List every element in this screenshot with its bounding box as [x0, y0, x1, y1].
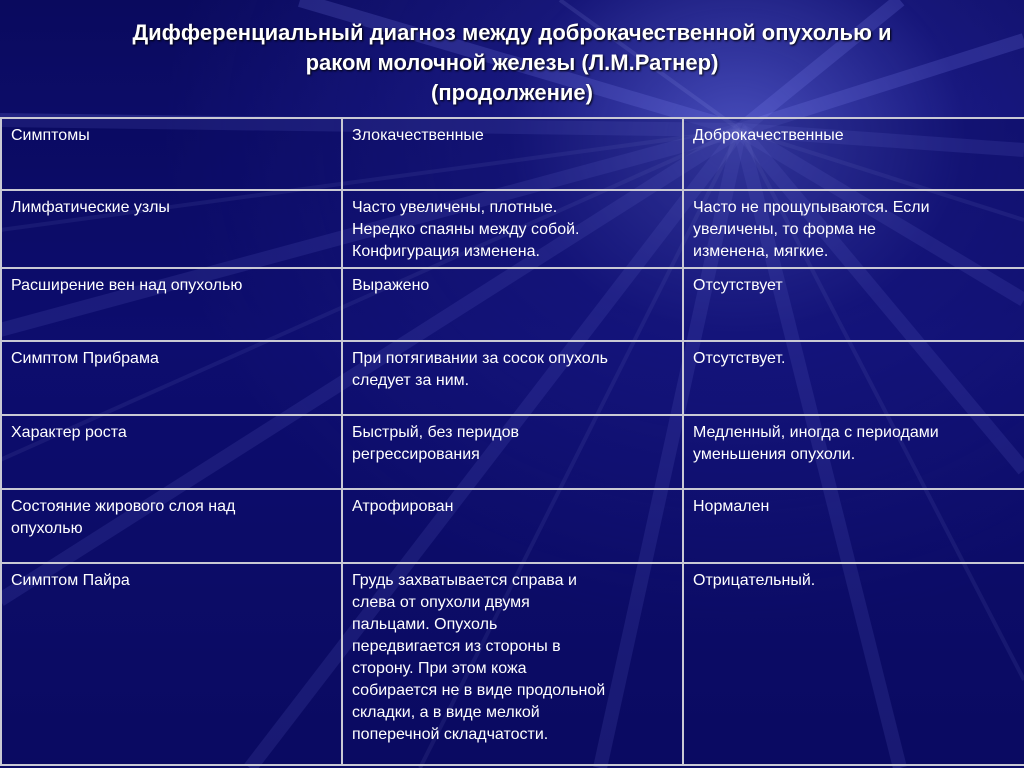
table-row [1, 190, 1024, 268]
cell-line: собирается не в виде продольной [352, 682, 606, 699]
benign-cell [683, 563, 1024, 765]
benign-cell [683, 415, 1024, 489]
cell-line: изменена, мягкие. [693, 243, 829, 260]
table-row [1, 268, 1024, 341]
malignant-cell [342, 415, 683, 489]
cell-line: Отсутствует. [693, 350, 786, 367]
table-header-row [1, 118, 1024, 190]
benign-cell [683, 341, 1024, 415]
cell-line: регрессирования [352, 446, 480, 463]
table-row [1, 415, 1024, 489]
cell-line: Отрицательный. [693, 572, 816, 589]
cell-line: Нередко спаяны между собой. [352, 221, 580, 238]
cell-line: уменьшения опухоли. [693, 446, 856, 463]
header-cell-benign: Доброкачественные [683, 118, 1024, 190]
cell-line: Быстрый, без перидов [352, 424, 519, 441]
cell-line: опухолью [11, 520, 83, 537]
malignant-cell [342, 190, 683, 268]
slide-title-line-1: Дифференциальный диагноз между доброкачественной опухолью и [132, 20, 892, 45]
cell-line: Конфигурация изменена. [352, 243, 540, 260]
table-row [1, 489, 1024, 563]
slide-title [40, 18, 984, 108]
symptom-cell: Расширение вен над опухолью [1, 268, 342, 341]
cell-line: При потягивании за сосок опухоль [352, 350, 609, 367]
cell-line: сторону. При этом кожа [352, 660, 527, 677]
cell-line: передвигается из стороны в [352, 638, 561, 655]
cell-line: Грудь захватывается справа и [352, 572, 577, 589]
symptom-cell: Симптом Пайра [1, 563, 342, 765]
benign-cell [683, 268, 1024, 341]
cell-line: следует за ним. [352, 372, 470, 389]
symptom-cell: Лимфатические узлы [1, 190, 342, 268]
differential-diagnosis-table [0, 117, 1024, 766]
slide-title-line-3: (продолжение) [431, 80, 593, 105]
cell-line: поперечной складчатости. [352, 726, 549, 743]
cell-line: увеличены, то форма не [693, 221, 876, 238]
malignant-cell [342, 489, 683, 563]
benign-cell [683, 190, 1024, 268]
cell-line: Часто увеличены, плотные. [352, 199, 558, 216]
cell-line: Атрофирован [352, 498, 454, 515]
benign-cell [683, 489, 1024, 563]
symptom-cell [1, 489, 342, 563]
malignant-cell [342, 268, 683, 341]
table-row [1, 563, 1024, 765]
cell-line: Нормален [693, 498, 770, 515]
table-row [1, 341, 1024, 415]
malignant-cell [342, 341, 683, 415]
cell-line: слева от опухоли двумя [352, 594, 530, 611]
cell-line: Выражено [352, 277, 430, 294]
cell-line: Отсутствует [693, 277, 783, 294]
cell-line: пальцами. Опухоль [352, 616, 498, 633]
cell-line: Состояние жирового слоя над [11, 498, 236, 515]
symptom-cell: Характер роста [1, 415, 342, 489]
cell-line: складки, а в виде мелкой [352, 704, 540, 721]
header-cell-symptoms: Симптомы [1, 118, 342, 190]
slide-title-line-2: раком молочной железы (Л.М.Ратнер) [305, 50, 719, 75]
malignant-cell [342, 563, 683, 765]
symptom-cell: Симптом Прибрама [1, 341, 342, 415]
cell-line: Медленный, иногда с периодами [693, 424, 939, 441]
cell-line: Часто не прощупываются. Если [693, 199, 930, 216]
header-cell-malignant: Злокачественные [342, 118, 683, 190]
